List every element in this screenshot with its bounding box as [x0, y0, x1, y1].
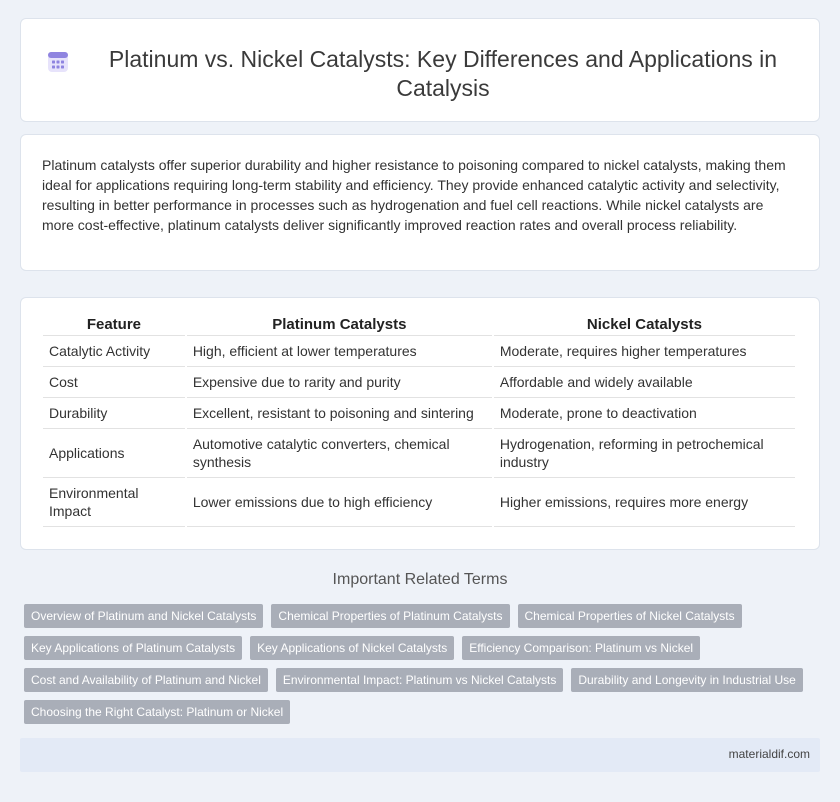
related-term-link[interactable]: Durability and Longevity in Industrial Use	[571, 668, 802, 692]
related-term-link[interactable]: Cost and Availability of Platinum and Nickel	[24, 668, 268, 692]
nickel-cell: Higher emissions, requires more energy	[494, 478, 795, 527]
related-term-link[interactable]: Chemical Properties of Nickel Catalysts	[518, 604, 742, 628]
feature-cell: Environmental Impact	[43, 478, 185, 527]
header-platinum: Platinum Catalysts	[187, 312, 492, 336]
table-row	[43, 398, 795, 429]
table-row	[43, 429, 795, 478]
platinum-cell: Lower emissions due to high efficiency	[187, 478, 492, 527]
feature-cell: Catalytic Activity	[43, 336, 185, 367]
page-title: Platinum vs. Nickel Catalysts: Key Differences and Applications in Catalysis	[108, 46, 778, 101]
related-terms-title: Important Related Terms	[332, 571, 508, 588]
feature-cell: Applications	[43, 429, 185, 478]
summary-card	[20, 134, 820, 271]
footer-site-link[interactable]: materialdif.com	[728, 747, 810, 761]
header-feature: Feature	[43, 312, 185, 336]
calendar-grid-icon	[45, 49, 71, 75]
related-term-link[interactable]: Efficiency Comparison: Platinum vs Nickel	[462, 636, 700, 660]
nickel-cell: Affordable and widely available	[494, 367, 795, 398]
table-row	[43, 336, 795, 367]
table-row	[43, 478, 795, 527]
platinum-cell: Excellent, resistant to poisoning and sintering	[187, 398, 492, 429]
feature-cell: Durability	[43, 398, 185, 429]
table-row	[43, 367, 795, 398]
table-header-row	[43, 312, 795, 336]
footer	[20, 738, 820, 772]
comparison-card	[20, 297, 820, 550]
nickel-cell: Moderate, requires higher temperatures	[494, 336, 795, 367]
related-term-link[interactable]: Choosing the Right Catalyst: Platinum or Nickel	[24, 700, 290, 724]
related-terms-list	[24, 604, 824, 724]
platinum-cell: Expensive due to rarity and purity	[187, 367, 492, 398]
feature-cell: Cost	[43, 367, 185, 398]
summary-text: Platinum catalysts offer superior durability and higher resistance to poisoning compared to nickel catalysts, making them ideal for applications requiring long-term stability and efficiency. They provide enhanced catalytic activity and selectivity, resulting in better performance in processes such as hydrogenation and fuel cell reactions. While nickel catalysts are more cost-effective, platinum catalysts deliver significantly improved reaction rates and overall process reliability.	[42, 157, 786, 233]
related-term-link[interactable]: Environmental Impact: Platinum vs Nickel Catalysts	[276, 668, 563, 692]
related-term-link[interactable]: Key Applications of Nickel Catalysts	[250, 636, 454, 660]
nickel-cell: Moderate, prone to deactivation	[494, 398, 795, 429]
platinum-cell: Automotive catalytic converters, chemical synthesis	[187, 429, 492, 478]
header-card	[20, 18, 820, 122]
nickel-cell: Hydrogenation, reforming in petrochemical industry	[494, 429, 795, 478]
related-term-link[interactable]: Chemical Properties of Platinum Catalysts	[271, 604, 509, 628]
related-term-link[interactable]: Key Applications of Platinum Catalysts	[24, 636, 242, 660]
related-term-link[interactable]: Overview of Platinum and Nickel Catalysts	[24, 604, 263, 628]
header-nickel: Nickel Catalysts	[494, 312, 795, 336]
platinum-cell: High, efficient at lower temperatures	[187, 336, 492, 367]
comparison-table	[41, 312, 797, 527]
